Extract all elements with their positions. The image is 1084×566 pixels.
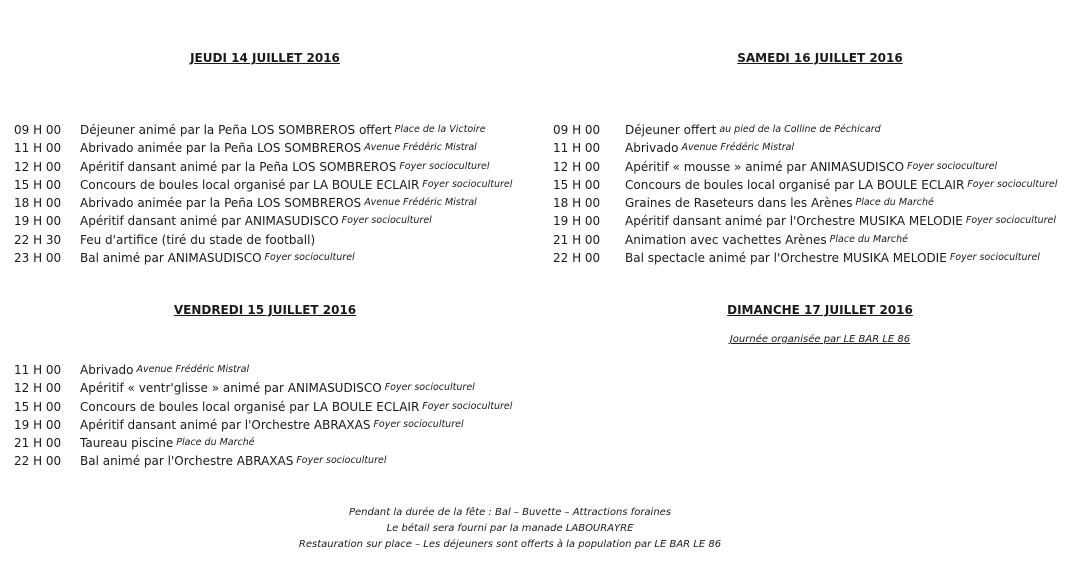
event-list-jeudi [14,121,512,267]
event-description: Abrivado animée par la Peña LOS SOMBREROS [80,196,362,211]
event-row [553,139,1057,157]
event-time: 12 H 00 [14,159,62,174]
event-time: 19 H 00 [14,417,62,432]
event-row [14,416,512,434]
event-row [553,158,1057,176]
event-place: Foyer socioculturel [296,455,387,467]
event-place: Foyer socioculturel [373,418,464,430]
event-description: Concours de boules local organisé par LA BOULE ECLAIR [80,177,420,192]
day-title-dimanche: DIMANCHE 17 JUILLET 2016 [727,303,913,317]
footer-line: Le bétail sera fourni par la manade LABOURAYRE [386,523,634,534]
event-description: Animation avec vachettes Arènes [625,232,827,247]
dimanche-note: Journée organisée par LE BAR LE 86 [729,334,911,345]
event-description: Graines de Raseteurs dans les Arènes [625,196,853,211]
event-row [553,194,1057,212]
event-description: Abrivado [625,141,679,156]
event-place: Avenue Frédéric Mistral [364,197,477,209]
event-list-samedi [553,121,1057,267]
event-description: Bal animé par l'Orchestre ABRAXAS [80,454,294,469]
event-description: Bal animé par ANIMASUDISCO [80,251,262,266]
event-row [14,194,512,212]
event-description: Apéritif dansant animé par ANIMASUDISCO [80,214,339,229]
event-place: Foyer socioculturel [341,215,432,227]
event-time: 15 H 00 [14,399,62,414]
event-time: 21 H 00 [553,232,601,247]
event-place: Foyer socioculturel [399,160,490,172]
footer-line: Restauration sur place – Les déjeuners sont offerts à la population par LE BAR LE 86 [298,539,722,550]
event-description: Déjeuner animé par la Peña LOS SOMBREROS offert [80,123,392,137]
event-place: Foyer socioculturel [422,178,513,190]
event-place: Foyer socioculturel [907,160,998,172]
event-time: 15 H 00 [553,177,601,192]
event-time: 22 H 00 [14,454,62,469]
event-place: Foyer socioculturel [949,252,1040,264]
event-place: Place du Marché [176,437,255,449]
event-row [14,452,512,470]
event-place: Foyer socioculturel [967,178,1058,190]
event-row [14,434,512,452]
event-time: 18 H 00 [14,196,62,211]
event-place: Foyer socioculturel [384,382,475,394]
event-row [14,231,512,249]
event-time: 11 H 00 [14,363,62,377]
event-row [553,249,1057,267]
event-row [553,212,1057,230]
event-time: 22 H 00 [553,251,601,266]
event-row [553,231,1057,249]
event-description: Apéritif dansant animé par l'Orchestre MUSIKA MELODIE [625,214,963,229]
event-place: Avenue Frédéric Mistral [364,142,477,154]
event-time: 23 H 00 [14,251,62,266]
event-time: 21 H 00 [14,436,62,451]
day-title-vendredi: VENDREDI 15 JUILLET 2016 [173,303,357,317]
event-time: 09 H 00 [553,123,601,137]
event-time: 09 H 00 [14,123,62,137]
event-place: Foyer socioculturel [422,400,513,412]
event-description: Feu d'artifice (tiré du stade de football) [80,232,316,247]
event-description: Taureau piscine [80,436,174,451]
event-row [14,379,512,397]
event-description: Apéritif « ventr'glisse » animé par ANIMASUDISCO [80,381,382,396]
event-time: 12 H 00 [553,159,601,174]
event-place: au pied de la Colline de Péchicard [719,124,881,135]
event-place: Place du Marché [855,197,934,209]
event-list-vendredi [14,361,512,471]
event-row [553,121,1057,139]
event-row [14,121,512,139]
event-place: Place de la Victoire [394,124,486,135]
event-time: 19 H 00 [553,214,601,229]
event-time: 22 H 30 [14,232,62,247]
event-row [14,249,512,267]
event-place: Avenue Frédéric Mistral [136,364,250,375]
day-title-samedi: SAMEDI 16 JUILLET 2016 [737,51,903,65]
event-row [553,176,1057,194]
event-description: Abrivado animée par la Peña LOS SOMBREROS [80,141,362,156]
event-time: 12 H 00 [14,381,62,396]
event-time: 19 H 00 [14,214,62,229]
event-row [14,212,512,230]
event-row [14,139,512,157]
event-time: 15 H 00 [14,177,62,192]
event-row [14,398,512,416]
event-row [14,176,512,194]
event-place: Foyer socioculturel [965,215,1057,227]
event-row [14,158,512,176]
event-description: Bal spectacle animé par l'Orchestre MUSIKA MELODIE [625,251,947,266]
event-description: Apéritif dansant animé par la Peña LOS SOMBREROS [80,159,397,174]
event-description: Apéritif dansant animé par l'Orchestre ABRAXAS [80,417,371,432]
event-description: Abrivado [80,363,134,377]
event-place: Foyer socioculturel [264,252,355,264]
day-title-jeudi: JEUDI 14 JUILLET 2016 [190,51,340,65]
event-description: Apéritif « mousse » animé par ANIMASUDISCO [625,159,905,174]
event-time: 11 H 00 [14,141,62,156]
event-place: Avenue Frédéric Mistral [681,142,795,154]
event-place: Place du Marché [829,233,909,245]
event-row [14,361,512,379]
footer-line: Pendant la durée de la fête : Bal – Buvette – Attractions foraines [348,507,672,518]
event-description: Concours de boules local organisé par LA BOULE ECLAIR [625,177,965,192]
event-time: 18 H 00 [553,196,601,211]
event-time: 11 H 00 [553,141,601,156]
footer-notes [0,505,1020,553]
event-description: Concours de boules local organisé par LA BOULE ECLAIR [80,399,420,414]
event-description: Déjeuner offert [625,123,717,137]
